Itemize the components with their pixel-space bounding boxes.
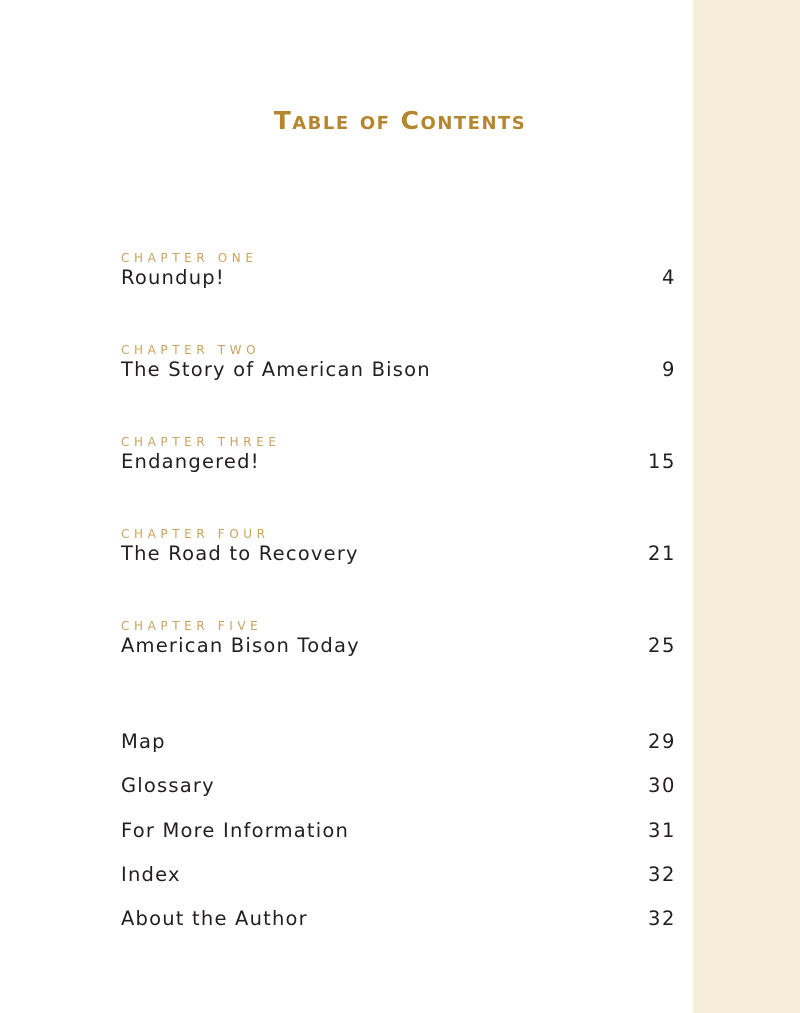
backmatter-page-number: 32 (647, 907, 676, 930)
chapter-title: American Bison Today (121, 634, 360, 657)
toc-chapter-entry[interactable] (121, 435, 676, 495)
backmatter-page-number: 31 (647, 819, 676, 842)
backmatter-title: About the Author (121, 907, 308, 930)
toc-backmatter-entry[interactable] (121, 774, 676, 804)
backmatter-title: For More Information (121, 819, 350, 842)
chapter-title: The Story of American Bison (121, 358, 431, 381)
backmatter-page-number: 32 (647, 863, 676, 886)
chapter-label: CHAPTER ONE (121, 251, 258, 265)
chapter-page-number: 9 (661, 358, 676, 381)
toc-backmatter-entry[interactable] (121, 907, 676, 937)
toc-backmatter-entry[interactable] (121, 819, 676, 849)
decorative-side-band (693, 0, 800, 1013)
backmatter-title: Index (121, 863, 181, 886)
toc-chapter-entry[interactable] (121, 251, 676, 311)
chapter-page-number: 4 (661, 266, 676, 289)
chapter-title: Roundup! (121, 266, 225, 289)
chapter-label: CHAPTER FOUR (121, 527, 270, 541)
chapter-label: CHAPTER THREE (121, 435, 281, 449)
backmatter-page-number: 30 (647, 774, 676, 797)
chapter-label: CHAPTER TWO (121, 343, 261, 357)
toc-chapter-entry[interactable] (121, 527, 676, 587)
backmatter-title: Map (121, 730, 166, 753)
chapter-label: CHAPTER FIVE (121, 619, 263, 633)
chapter-title: The Road to Recovery (121, 542, 359, 565)
chapter-page-number: 15 (647, 450, 676, 473)
backmatter-title: Glossary (121, 774, 215, 797)
chapter-title: Endangered! (121, 450, 260, 473)
toc-backmatter-entry[interactable] (121, 863, 676, 893)
toc-chapter-entry[interactable] (121, 619, 676, 679)
toc-backmatter-entry[interactable] (121, 730, 676, 760)
page-title: Table of Contents (273, 106, 527, 135)
chapter-page-number: 25 (647, 634, 676, 657)
chapter-page-number: 21 (647, 542, 676, 565)
toc-chapter-entry[interactable] (121, 343, 676, 403)
backmatter-page-number: 29 (647, 730, 676, 753)
